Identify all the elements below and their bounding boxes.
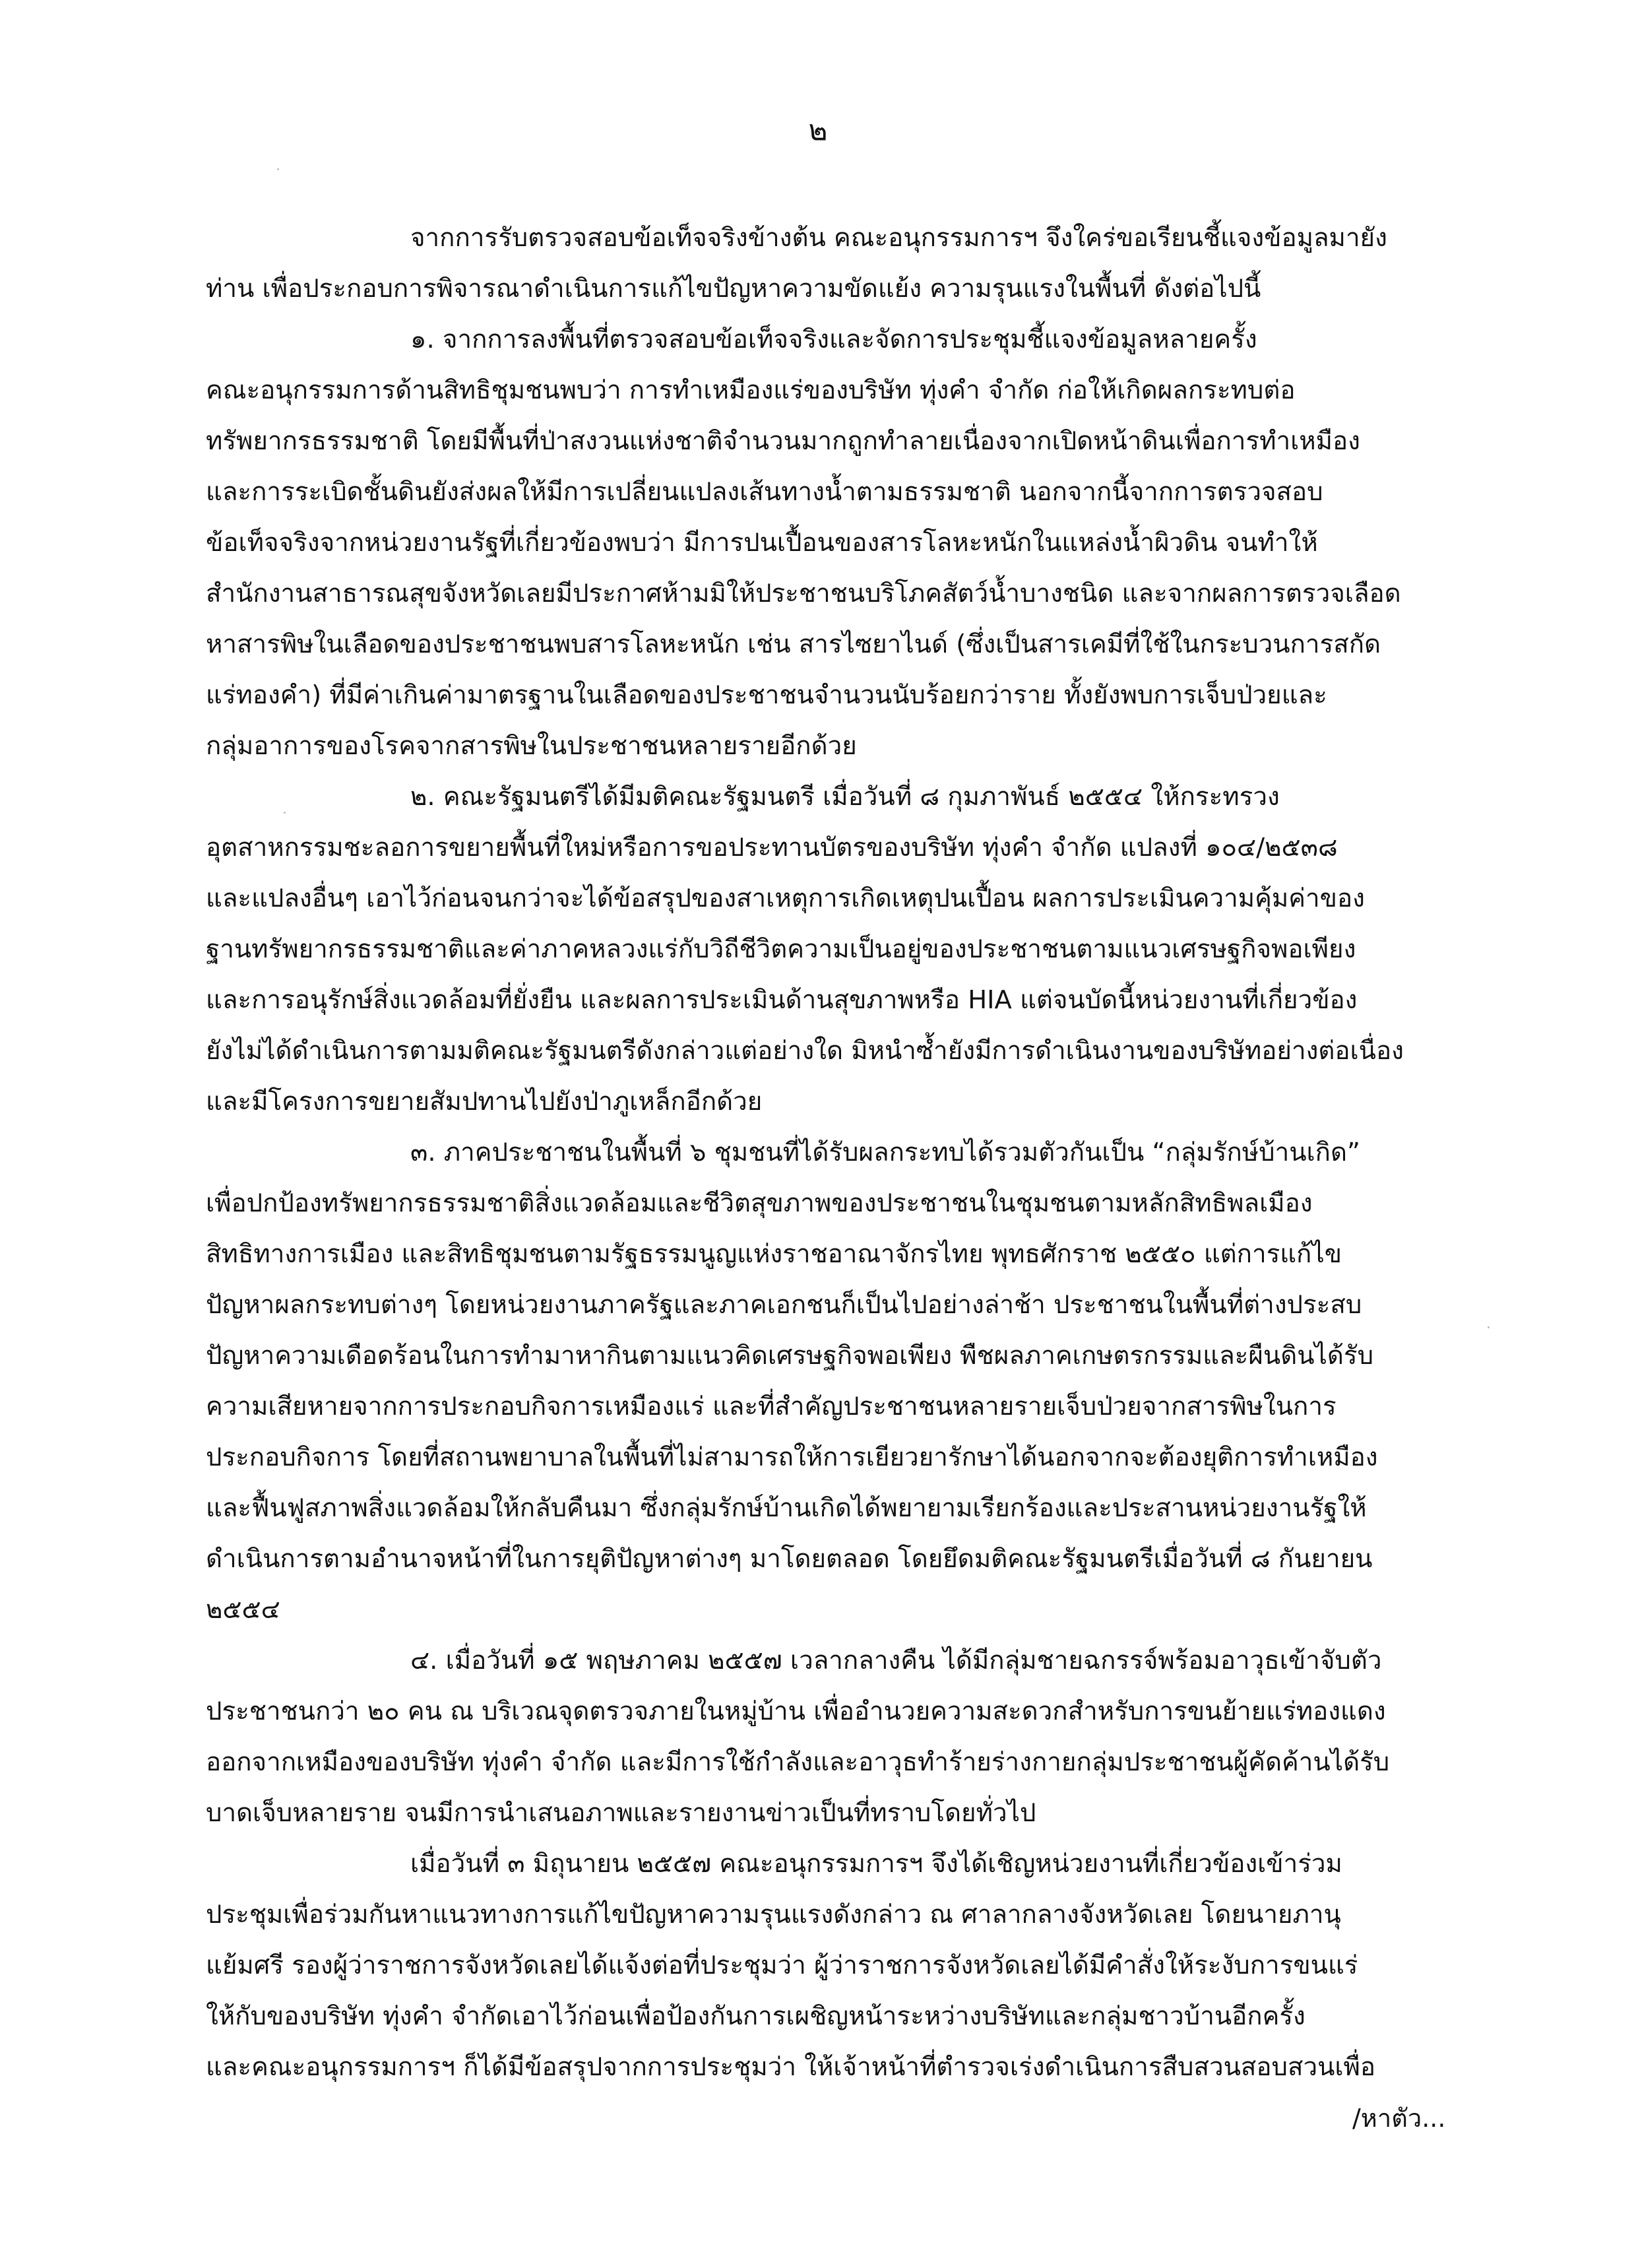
paragraph-line: ประกอบกิจการ โดยที่สถานพยาบาลในพื้นที่ไม่สามารถให้การเยียวยารักษาได้นอกจากจะต้องยุติการทำเหมือง bbox=[206, 1442, 1378, 1472]
paragraph-line: สำนักงานสาธารณสุขจังหวัดเลยมีประกาศห้ามมิให้ประชาชนบริโภคสัตว์น้ำบางชนิด และจากผลการตรวจเลือด bbox=[206, 579, 1401, 608]
paragraph-line: และแปลงอื่นๆ เอาไว้ก่อนจนกว่าจะได้ข้อสรุปของสาเหตุการเกิดเหตุปนเปื้อน ผลการประเมินความคุ้มค่าของ bbox=[206, 884, 1365, 913]
paragraph-line: ให้กับของบริษัท ทุ่งคำ จำกัดเอาไว้ก่อนเพื่อป้องกันการเผชิญหน้าระหว่างบริษัทและกลุ่มชาวบ้านอีกครั้ง bbox=[206, 2001, 1306, 2031]
paragraph-line: สิทธิทางการเมือง และสิทธิชุมชนตามรัฐธรรมนูญแห่งราชอาณาจักรไทย พุทธศักราช ๒๕๕๐ แต่การแก้ไข bbox=[206, 1239, 1342, 1269]
paragraph-line: ท่าน เพื่อประกอบการพิจารณาดำเนินการแก้ไขปัญหาความขัดแย้ง ความรุนแรงในพื้นที่ ดังต่อไปนี้ bbox=[206, 274, 1261, 304]
paragraph-line: บาดเจ็บหลายราย จนมีการนำเสนอภาพและรายงานข่าวเป็นที่ทราบโดยทั่วไป bbox=[206, 1798, 1036, 1828]
paragraph-line: ทรัพยากรธรรมชาติ โดยมีพื้นที่ป่าสงวนแห่งชาติจำนวนมากถูกทำลายเนื่องจากเปิดหน้าดินเพื่อการทำเหมือง bbox=[206, 426, 1360, 456]
paragraph-line: ปัญหาความเดือดร้อนในการทำมาหากินตามแนวคิดเศรษฐกิจพอเพียง พืชผลภาคเกษตรกรรมและผืนดินได้รับ bbox=[206, 1341, 1374, 1371]
paragraph-line: ๔. เมื่อวันที่ ๑๕ พฤษภาคม ๒๕๕๗ เวลากลางคืน ได้มีกลุ่มชายฉกรรจ์พร้อมอาวุธเข้าจับตัว bbox=[410, 1646, 1382, 1675]
continuation-marker: /หาตัว... bbox=[1352, 2104, 1446, 2133]
paragraph-line: ออกจากเหมืองของบริษัท ทุ่งคำ จำกัด และมีการใช้กำลังและอาวุธทำร้ายร่างกายกลุ่มประชาชนผู้คัดค้านได้รับ bbox=[206, 1747, 1390, 1777]
paragraph-line: ๒๕๕๔ bbox=[206, 1595, 280, 1625]
paragraph-line: ๓. ภาคประชาชนในพื้นที่ ๖ ชุมชนที่ได้รับผลกระทบได้รวมตัวกันเป็น “กลุ่มรักษ์บ้านเกิด” bbox=[410, 1138, 1360, 1167]
paragraph-line: ๑. จากการลงพื้นที่ตรวจสอบข้อเท็จจริงและจัดการประชุมชี้แจงข้อมูลหลายครั้ง bbox=[410, 325, 1257, 354]
scan-speck bbox=[277, 168, 279, 170]
paragraph-line: และฟื้นฟูสภาพสิ่งแวดล้อมให้กลับคืนมา ซึ่งกลุ่มรักษ์บ้านเกิดได้พยายามเรียกร้องและประสานหน่วยงานรัฐให้ bbox=[206, 1493, 1367, 1523]
paragraph-line: ประชาชนกว่า ๒๐ คน ณ บริเวณจุดตรวจภายในหมู่บ้าน เพื่ออำนวยความสะดวกสำหรับการขนย้ายแร่ทองแดง bbox=[206, 1697, 1386, 1726]
paragraph-line: ข้อเท็จจริงจากหน่วยงานรัฐที่เกี่ยวข้องพบว่า มีการปนเปื้อนของสารโลหะหนักในแหล่งน้ำผิวดิน จนทำให้ bbox=[206, 528, 1318, 558]
paragraph-line: เพื่อปกป้องทรัพยากรธรรมชาติสิ่งแวดล้อมและชีวิตสุขภาพของประชาชนในชุมชนตามหลักสิทธิพลเมือง bbox=[206, 1188, 1313, 1218]
paragraph-line: ยังไม่ได้ดำเนินการตามมติคณะรัฐมนตรีดังกล่าวแต่อย่างใด มิหนำซ้ำยังมีการดำเนินงานของบริษัทอย่างต่อเนื่อง bbox=[206, 1036, 1404, 1066]
paragraph-line: กลุ่มอาการของโรคจากสารพิษในประชาชนหลายรายอีกด้วย bbox=[206, 731, 857, 761]
paragraph-line: และการระเบิดชั้นดินยังส่งผลให้มีการเปลี่ยนแปลงเส้นทางน้ำตามธรรมชาติ นอกจากนี้จากการตรวจสอบ bbox=[206, 477, 1323, 507]
paragraph-line: ฐานทรัพยากรธรรมชาติและค่าภาคหลวงแร่กับวิถีชีวิตความเป็นอยู่ของประชาชนตามแนวเศรษฐกิจพอเพียง bbox=[206, 934, 1356, 964]
paragraph-line: และการอนุรักษ์สิ่งแวดล้อมที่ยั่งยืน และผลการประเมินด้านสุขภาพหรือ HIA แต่จนบัดนี้หน่วยงานที่เกี่ยวข้อง bbox=[206, 985, 1358, 1015]
paragraph-line: ความเสียหายจากการประกอบกิจการเหมืองแร่ และที่สำคัญประชาชนหลายรายเจ็บป่วยจากสารพิษในการ bbox=[206, 1392, 1337, 1421]
body-text bbox=[206, 212, 1433, 2092]
paragraph-line: แร่ทองคำ) ที่มีค่าเกินค่ามาตรฐานในเลือดของประชาชนจำนวนนับร้อยกว่าราย ทั้งยังพบการเจ็บป่วยและ bbox=[206, 680, 1327, 710]
paragraph-line: ๒. คณะรัฐมนตรีได้มีมติคณะรัฐมนตรี เมื่อวันที่ ๘ กุมภาพันธ์ ๒๕๕๔ ให้กระทรวง bbox=[410, 782, 1280, 812]
page-number: ๒ bbox=[808, 113, 828, 147]
paragraph-line: คณะอนุกรรมการด้านสิทธิชุมชนพบว่า การทำเหมืองแร่ของบริษัท ทุ่งคำ จำกัด ก่อให้เกิดผลกระทบต่อ bbox=[206, 375, 1296, 405]
paragraph-line: หาสารพิษในเลือดของประชาชนพบสารโลหะหนัก เช่น สารไซยาไนด์ (ซึ่งเป็นสารเคมีที่ใช้ในกระบวนการสกัด bbox=[206, 630, 1381, 659]
scan-speck bbox=[1488, 1326, 1490, 1328]
scan-speck bbox=[284, 812, 286, 814]
paragraph-line: และคณะอนุกรรมการฯ ก็ได้มีข้อสรุปจากการประชุมว่า ให้เจ้าหน้าที่ตำรวจเร่งดำเนินการสืบสวนสอบสวนเพื่อ bbox=[206, 2052, 1376, 2082]
paragraph-line: แย้มศรี รองผู้ว่าราชการจังหวัดเลยได้แจ้งต่อที่ประชุมว่า ผู้ว่าราชการจังหวัดเลยได้มีคำสั่งให้ระงับการขนแร่ bbox=[206, 1951, 1358, 1980]
paragraph-line: จากการรับตรวจสอบข้อเท็จจริงข้างต้น คณะอนุกรรมการฯ จึงใคร่ขอเรียนชี้แจงข้อมูลมายัง bbox=[410, 223, 1387, 253]
paragraph-line: ดำเนินการตามอำนาจหน้าที่ในการยุติปัญหาต่างๆ มาโดยตลอด โดยยึดมติคณะรัฐมนตรีเมื่อวันที่ ๘ กันยายน bbox=[206, 1544, 1373, 1574]
paragraph-line: อุตสาหกรรมชะลอการขยายพื้นที่ใหม่หรือการขอประทานบัตรของบริษัท ทุ่งคำ จำกัด แปลงที่ ๑๐๔/๒๕๓๘ bbox=[206, 833, 1338, 862]
paragraph-line: ประชุมเพื่อร่วมกันหาแนวทางการแก้ไขปัญหาความรุนแรงดังกล่าว ณ ศาลากลางจังหวัดเลย โดยนายภานุ bbox=[206, 1900, 1341, 1929]
paragraph-line: และมีโครงการขยายสัมปทานไปยังป่าภูเหล็กอีกด้วย bbox=[206, 1087, 763, 1117]
paragraph-line: ปัญหาผลกระทบต่างๆ โดยหน่วยงานภาครัฐและภาคเอกชนก็เป็นไปอย่างล่าช้า ประชาชนในพื้นที่ต่างประสบ bbox=[206, 1290, 1362, 1320]
paragraph-line: เมื่อวันที่ ๓ มิถุนายน ๒๕๕๗ คณะอนุกรรมการฯ จึงได้เชิญหน่วยงานที่เกี่ยวข้องเข้าร่วม bbox=[410, 1849, 1342, 1879]
